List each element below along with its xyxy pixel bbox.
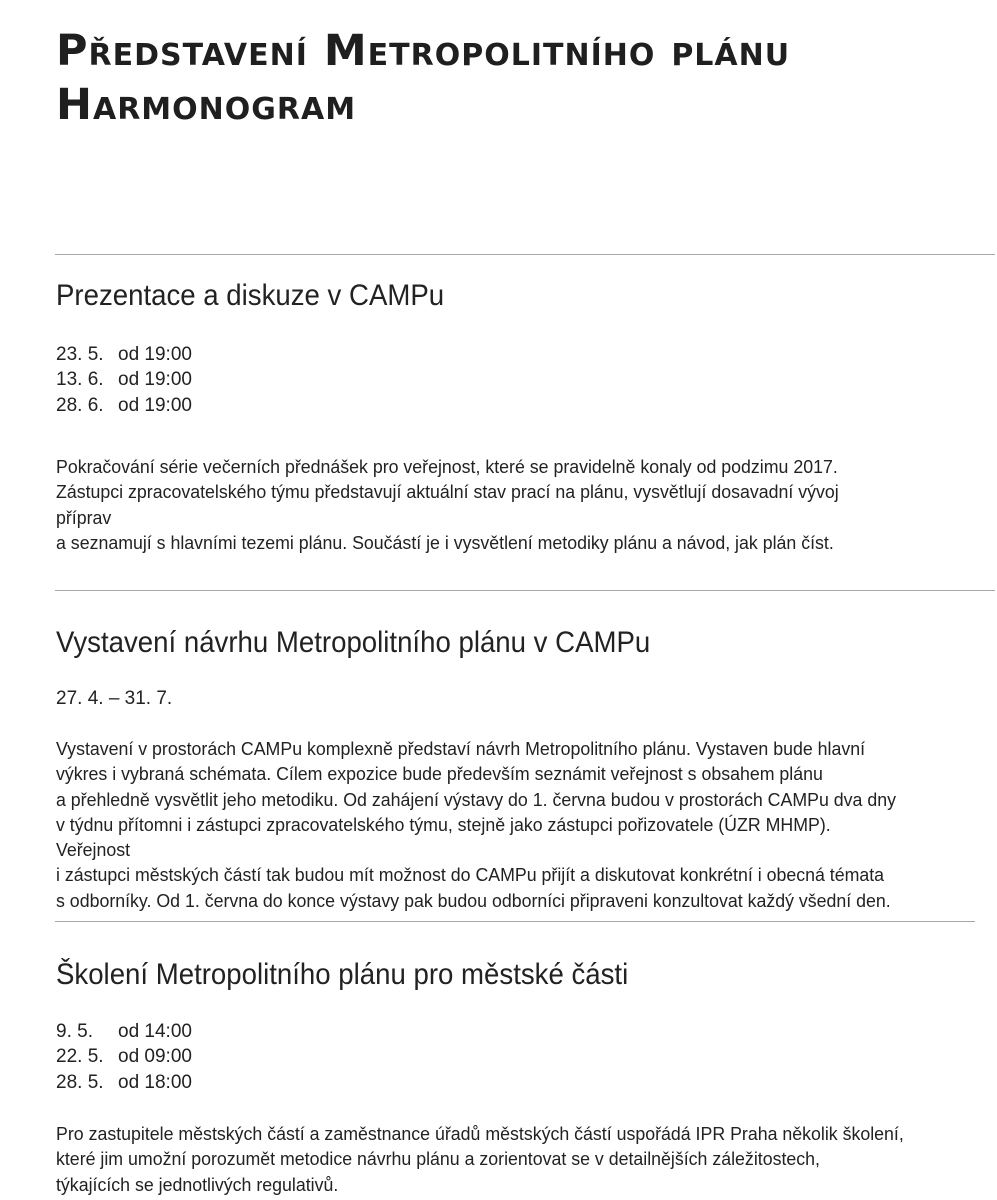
paragraph-line: i zástupci městských částí tak budou mít možnost do CAMPu přijít a diskutovat konkrétní i obecná témata — [56, 864, 885, 886]
schedule-date: 28. 6. — [56, 394, 104, 416]
section-description — [56, 1121, 904, 1197]
schedule-date: 13. 6. — [56, 369, 104, 391]
paragraph-line: a seznamují s hlavními tezemi plánu. Součástí je i vysvětlení metodiky plánu a návod, jak plán číst. — [56, 531, 834, 553]
schedule-time: od 14:00 — [118, 1021, 192, 1042]
section-heading-campus-presentations: Prezentace a diskuze v CAMPu — [56, 279, 445, 312]
paragraph-line: Vystavení v prostorách CAMPu komplexně představí návrh Metropolitního plánu. Vystaven bude hlavní — [56, 738, 866, 759]
schedule-row — [56, 1019, 192, 1044]
schedule-row — [56, 1044, 192, 1069]
schedule-time: od 19:00 — [118, 369, 192, 391]
paragraph-line: výkres i vybraná schémata. Cílem expozice bude především seznámit veřejnost s obsahem plánu — [56, 763, 823, 785]
section-divider — [55, 921, 975, 922]
schedule-date: 9. 5. — [56, 1021, 93, 1042]
page-title — [56, 24, 790, 132]
schedule-date: 22. 5. — [56, 1046, 104, 1068]
paragraph-line: v týdnu přítomni i zástupci zpracovatelského týmu, stejně jako zástupci pořizovatele (ÚZR MHMP). — [56, 813, 831, 835]
schedule-row — [56, 393, 192, 418]
page-title-line-1: Představení Metropolitního plánu — [56, 26, 791, 76]
page-title-line-2: Harmonogram — [56, 80, 357, 130]
paragraph-line: Veřejnost — [56, 839, 131, 861]
paragraph-line: které jim umožní porozumět metodice návrhu plánu a zorientovat se v detailnějších záležitostech, — [56, 1148, 820, 1170]
schedule-date: 23. 5. — [56, 344, 104, 365]
paragraph-line: s odborníky. Od 1. června do konce výstavy pak budou odborníci připraveni konzultovat každý všední den. — [56, 889, 891, 911]
schedule-row — [56, 1070, 192, 1095]
section-divider — [55, 590, 995, 591]
paragraph-line: Pro zastupitele městských částí a zaměstnance úřadů městských částí uspořádá IPR Praha několik školení, — [56, 1123, 904, 1144]
paragraph-line: Pokračování série večerních přednášek pro veřejnost, které se pravidelně konaly od podzimu 2017. — [56, 456, 838, 477]
section-schedule — [56, 342, 192, 418]
paragraph-line: příprav — [56, 506, 112, 528]
schedule-time: od 18:00 — [118, 1071, 192, 1093]
section-date-range: 27. 4. – 31. 7. — [56, 688, 173, 709]
schedule-date: 28. 5. — [56, 1071, 104, 1093]
schedule-time: od 09:00 — [118, 1046, 192, 1068]
paragraph-line: týkajících se jednotlivých regulativů. — [56, 1173, 339, 1195]
section-heading-district-training: Školení Metropolitního plánu pro městské části — [56, 958, 629, 991]
section-divider — [55, 254, 995, 255]
section-description — [56, 454, 839, 555]
paragraph-line: a přehledně vysvětlit jeho metodiku. Od zahájení výstavy do 1. června budou v prostorách CAMPu dva dny — [56, 788, 896, 810]
section-heading-exhibition: Vystavení návrhu Metropolitního plánu v CAMPu — [56, 626, 651, 659]
schedule-time: od 19:00 — [118, 394, 192, 416]
section-description — [56, 736, 896, 913]
paragraph-line: Zástupci zpracovatelského týmu představují aktuální stav prací na plánu, vysvětlují dosavadní vývoj — [56, 481, 839, 503]
section-schedule — [56, 1019, 192, 1095]
schedule-row — [56, 342, 192, 367]
schedule-row — [56, 367, 192, 392]
schedule-time: od 19:00 — [118, 344, 192, 365]
